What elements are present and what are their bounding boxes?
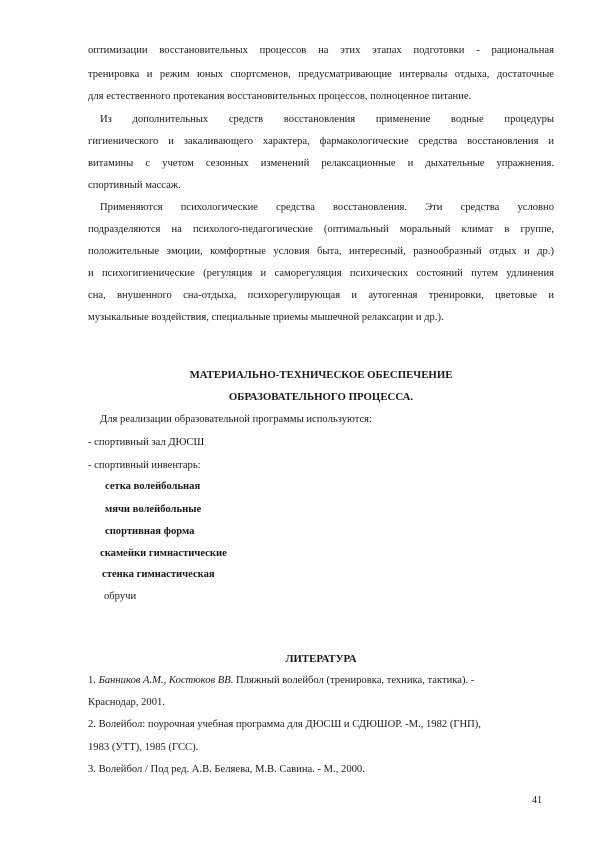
body-line: оптимизации восстановительных процессов на этих этапах подготовки - рациональная (88, 45, 554, 56)
body-line: положительные эмоции, комфортные условия быта, интересный, разнообразный отдых и др.) (88, 246, 554, 257)
section-heading-line1: МАТЕРИАЛЬНО-ТЕХНИЧЕСКОЕ ОБЕСПЕЧЕНИЕ (189, 369, 453, 381)
literature-ref: 1983 (УТТ), 1985 (ГСС). (88, 742, 199, 753)
body-line: подразделяются на психолого-педагогические (оптимальный моральный климат в группе, (88, 224, 554, 235)
literature-ref: Краснодар, 2001. (88, 697, 165, 708)
page-number: 41 (532, 795, 542, 806)
list-item: спортивная форма (105, 526, 195, 537)
body-line: гигиенического и закаливающего характера, фармакологические средства восстановления и (88, 136, 554, 147)
body-line: спортивный массаж. (88, 180, 181, 191)
ref-authors: Банников А.М., Костюков ВВ. (98, 675, 234, 686)
list-item: скамейки гимнастические (100, 548, 227, 559)
ref-number: 1. (88, 675, 99, 686)
section-heading-line2: ОБРАЗОВАТЕЛЬНОГО ПРОЦЕССА. (228, 391, 414, 403)
list-item: сетка волейбольная (105, 481, 201, 492)
body-line: Применяются психологические средства восстановления. Эти средства условно (100, 202, 554, 213)
body-line: для естественного протекания восстановительных процессов, полноценное питание. (88, 91, 472, 102)
body-line: сна, внушенного сна-отдыха, психорегулирующая и аутогенная тренировки, цветовые и (88, 290, 554, 301)
literature-ref (88, 674, 558, 688)
body-line: и психогигиенические (регуляция и саморегуляция психических состояний путем удлинения (88, 268, 554, 279)
list-item: - спортивный зал ДЮСШ (88, 437, 205, 448)
list-item: мячи волейбольные (105, 504, 202, 515)
body-line: тренировка и режим юных спортсменов, предусматривающие интервалы отдыха, достаточные (88, 69, 554, 80)
section-intro: Для реализации образовательной программы используются: (100, 414, 372, 425)
list-item: - спортивный инвентарь: (88, 460, 201, 471)
literature-ref: 3. Волейбол / Под ред. А.В. Беляева, М.В. Савина. - М., 2000. (88, 764, 365, 775)
list-item: стенка гимнастическая (102, 569, 215, 580)
literature-heading: ЛИТЕРАТУРА (285, 653, 357, 665)
ref-title: Пляжный волейбол (тренировка, техника, тактика). - (233, 675, 475, 686)
list-item: обручи (104, 591, 137, 602)
body-line: Из дополнительных средств восстановления применение водные процедуры (100, 114, 554, 125)
literature-ref: 2. Волейбол: поурочная учебная программа для ДЮСШ и СДЮШОР. -М., 1982 (ГНП), (88, 719, 481, 730)
body-line: витамины с учетом сезонных изменений релаксационные и дыхательные упражнения. (88, 158, 554, 169)
body-line: музыкальные воздействия, специальные приемы мышечной релаксации и др.). (88, 312, 444, 323)
